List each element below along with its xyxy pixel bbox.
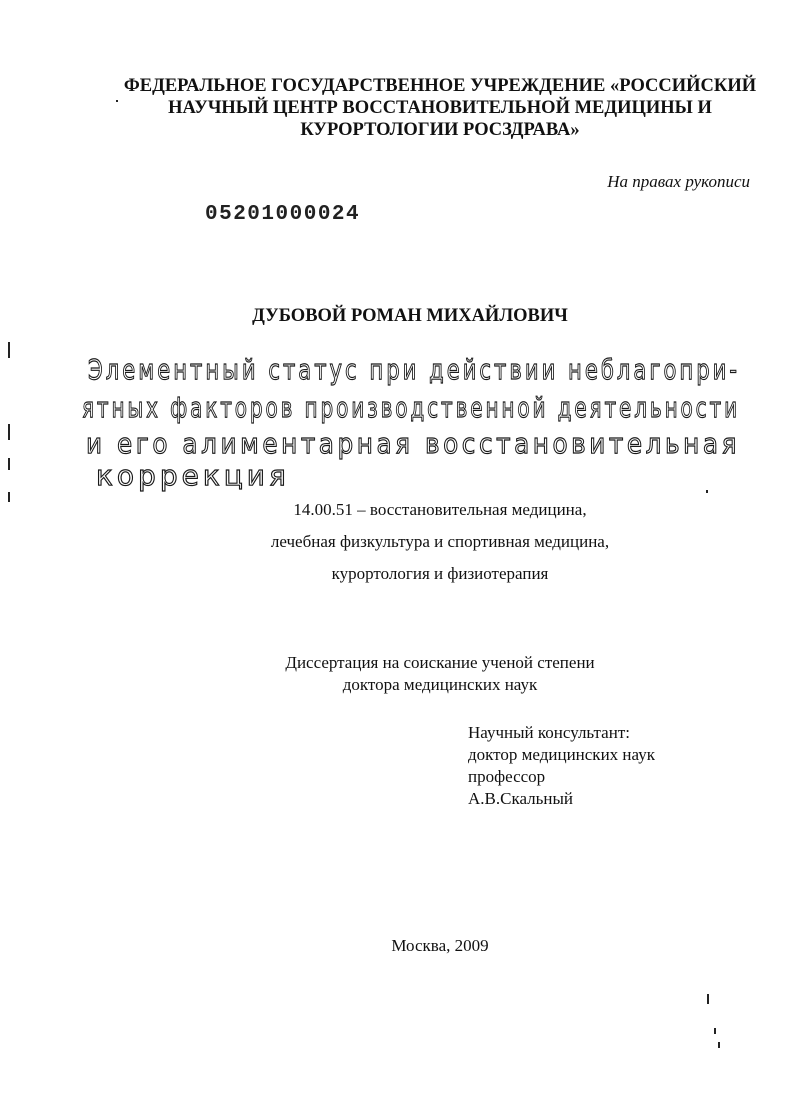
specialty-line-3: курортология и физиотерапия xyxy=(331,564,549,583)
scan-mark xyxy=(8,492,10,502)
institution-header xyxy=(100,75,780,141)
consultant-label: Научный консультант: xyxy=(468,723,630,742)
consultant-block xyxy=(468,722,768,810)
institution-line-3: КУРОРТОЛОГИИ РОСЗДРАВА» xyxy=(300,120,580,140)
scan-mark xyxy=(706,490,708,493)
scan-mark xyxy=(8,458,10,470)
city-year: Москва, 2009 xyxy=(391,936,489,955)
dissertation-block xyxy=(190,652,690,696)
institution-line-2: НАУЧНЫЙ ЦЕНТР ВОССТАНОВИТЕЛЬНОЙ МЕДИЦИНЫ И xyxy=(168,98,712,118)
scan-mark xyxy=(718,1042,720,1048)
scan-mark xyxy=(116,100,118,102)
scan-mark xyxy=(8,424,10,440)
author-name: ДУБОВОЙ РОМАН МИХАЙЛОВИЧ xyxy=(252,306,568,326)
institution-line-1: ФЕДЕРАЛЬНОЕ ГОСУДАРСТВЕННОЕ УЧРЕЖДЕНИЕ «РОССИЙСКИЙ xyxy=(123,76,757,96)
handwritten-title-line-4: коррекция xyxy=(96,459,290,492)
specialty-line-2: лечебная физкультура и спортивная медицина, xyxy=(270,532,610,551)
handwritten-title-line-3: и его алиментарная восстановительная xyxy=(86,427,740,460)
catalog-code: 05201000024 xyxy=(205,203,361,226)
dissertation-line-2: доктора медицинских наук xyxy=(342,675,538,694)
handwritten-title-line-2: ятных факторов производственной деятельности xyxy=(82,391,740,424)
scan-mark xyxy=(707,994,709,1004)
scan-mark xyxy=(714,1028,716,1034)
rights-note: На правах рукописи xyxy=(607,172,750,191)
consultant-degree: доктор медицинских наук xyxy=(468,745,655,764)
handwritten-title-svg xyxy=(60,345,770,495)
scan-mark xyxy=(8,342,10,358)
handwritten-title xyxy=(60,345,770,495)
consultant-title: профессор xyxy=(468,767,546,786)
dissertation-line-1: Диссертация на соискание ученой степени xyxy=(285,653,595,672)
handwritten-title-line-1: Элементный статус при действии неблагопри- xyxy=(88,353,740,386)
consultant-name: А.В.Скальный xyxy=(468,789,574,808)
specialty-block xyxy=(200,494,680,590)
specialty-line-1: 14.00.51 – восстановительная медицина, xyxy=(293,500,587,519)
